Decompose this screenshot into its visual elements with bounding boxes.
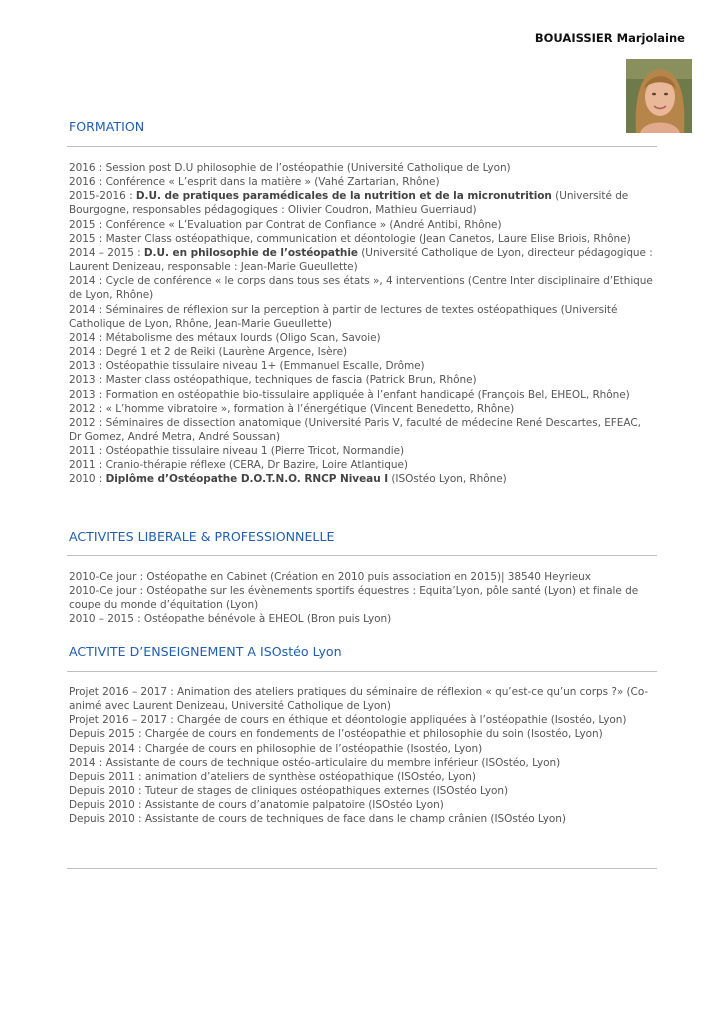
section-title-activites-liberale: ACTIVITES LIBERALE & PROFESSIONNELLE (69, 529, 335, 544)
liberale-list (69, 570, 655, 627)
list-item: 2014 : Assistante de cours de technique ostéo-articulaire du membre inférieur (ISOstéo, Lyon) (69, 756, 561, 769)
list-item: Depuis 2015 : Chargée de cours en fondements de l’ostéopathie et philosophie du soin (Isostéo, Lyon) (69, 728, 603, 741)
section-divider (67, 146, 657, 147)
list-item: Projet 2016 – 2017 : Animation des ateliers pratiques du séminaire de réflexion « qu’est-ce qu’un corps ?» (Co-animé avec Laurent Denizeau, Université Catholique de Lyon) (69, 686, 649, 713)
list-item: Depuis 2011 : animation d’ateliers de synthèse ostéopathique (ISOstéo, Lyon) (69, 770, 476, 783)
formation-list (69, 161, 655, 487)
list-item: 2013 : Ostéopathie tissulaire niveau 1+ (Emmanuel Escalle, Drôme) (69, 360, 425, 373)
list-item: 2013 : Master class ostéopathique, techniques de fascia (Patrick Brun, Rhône) (69, 374, 477, 387)
candidate-name: BOUAISSIER Marjolaine (534, 31, 685, 45)
list-item: 2011 : Ostéopathie tissulaire niveau 1 (Pierre Tricot, Normandie) (69, 445, 405, 458)
list-item: 2015-2016 : D.U. de pratiques paramédicales de la nutrition et de la micronutrition (Université de Bourgogne, responsables pédagogiques : Olivier Coudron, Mathieu Guerriaud) (69, 190, 629, 217)
list-item: 2014 : Métabolisme des métaux lourds (Oligo Scan, Savoie) (69, 331, 381, 344)
list-item: 2010-Ce jour : Ostéopathe sur les évènements sportifs équestres : Equita’Lyon, pôle santé (Lyon) et finale de coupe du monde d’équitation (Lyon) (69, 585, 639, 612)
list-item: Depuis 2014 : Chargée de cours en philosophie de l’ostéopathie (Isostéo, Lyon) (69, 742, 483, 755)
list-item: 2010-Ce jour : Ostéopathe en Cabinet (Création en 2010 puis association en 2015)| 38540 Heyrieux (69, 571, 591, 583)
list-item: Depuis 2010 : Assistante de cours d’anatomie palpatoire (ISOstéo Lyon) (69, 799, 444, 812)
list-item: 2013 : Formation en ostéopathie bio-tissulaire appliquée à l’enfant handicapé (François Bel, EHEOL, Rhône) (69, 388, 630, 401)
list-item: 2016 : Conférence « L’esprit dans la matière » (Vahé Zartarian, Rhône) (69, 176, 440, 189)
section-title-formation: FORMATION (69, 119, 145, 134)
list-item: 2012 : « L’homme vibratoire », formation à l’énergétique (Vincent Benedetto, Rhône) (69, 402, 515, 415)
list-item: Projet 2016 – 2017 : Chargée de cours en éthique et déontologie appliquées à l’ostéopathie (Isostéo, Lyon) (69, 714, 627, 727)
list-item: 2010 – 2015 : Ostéopathe bénévole à EHEOL (Bron puis Lyon) (69, 613, 392, 626)
list-item: Depuis 2010 : Tuteur de stages de cliniques ostéopathiques externes (ISOstéo Lyon) (69, 785, 509, 798)
list-item: 2016 : Session post D.U philosophie de l’ostéopathie (Université Catholique de Lyon) (69, 162, 511, 174)
portrait-image (626, 59, 692, 133)
list-item: 2012 : Séminaires de dissection anatomique (Université Paris V, faculté de médecine René Descartes, EFEAC, Dr Gomez, André Metra, André Soussan) (69, 416, 641, 443)
enseignement-list (69, 685, 655, 827)
list-item: 2014 : Cycle de conférence « le corps dans tous ses états », 4 interventions (Centre Inter disciplinaire d’Ethique de Lyon, Rhône) (69, 275, 653, 302)
section-divider (67, 555, 657, 556)
footer-divider (67, 868, 657, 869)
list-item: 2011 : Cranio-thérapie réflexe (CERA, Dr Bazire, Loire Atlantique) (69, 459, 408, 472)
list-item: 2014 – 2015 : D.U. en philosophie de l’ostéopathie (Université Catholique de Lyon, directeur pédagogique : Laurent Denizeau, responsable : Jean-Marie Gueullette) (69, 246, 653, 274)
list-item: 2015 : Master Class ostéopathique, communication et déontologie (Jean Canetos, Laure Elise Briois, Rhône) (69, 232, 631, 245)
section-divider (67, 671, 657, 672)
profile-photo (626, 59, 692, 133)
section-title-enseignement: ACTIVITE D’ENSEIGNEMENT A ISOstéo Lyon (69, 644, 342, 659)
list-item: 2014 : Séminaires de réflexion sur la perception à partir de lectures de textes ostéopathiques (Université Catholique de Lyon, Rhône, Jean-Marie Gueullette) (69, 303, 618, 330)
list-item: 2010 : Diplôme d’Ostéopathe D.O.T.N.O. RNCP Niveau I (ISOstéo Lyon, Rhône) (69, 473, 507, 486)
list-item: 2014 : Degré 1 et 2 de Reiki (Laurène Argence, Isère) (69, 346, 348, 359)
list-item: 2015 : Conférence « L’Evaluation par Contrat de Confiance » (André Antibi, Rhône) (69, 218, 502, 231)
list-item: Depuis 2010 : Assistante de cours de techniques de face dans le champ crânien (ISOstéo Lyon) (69, 813, 566, 826)
